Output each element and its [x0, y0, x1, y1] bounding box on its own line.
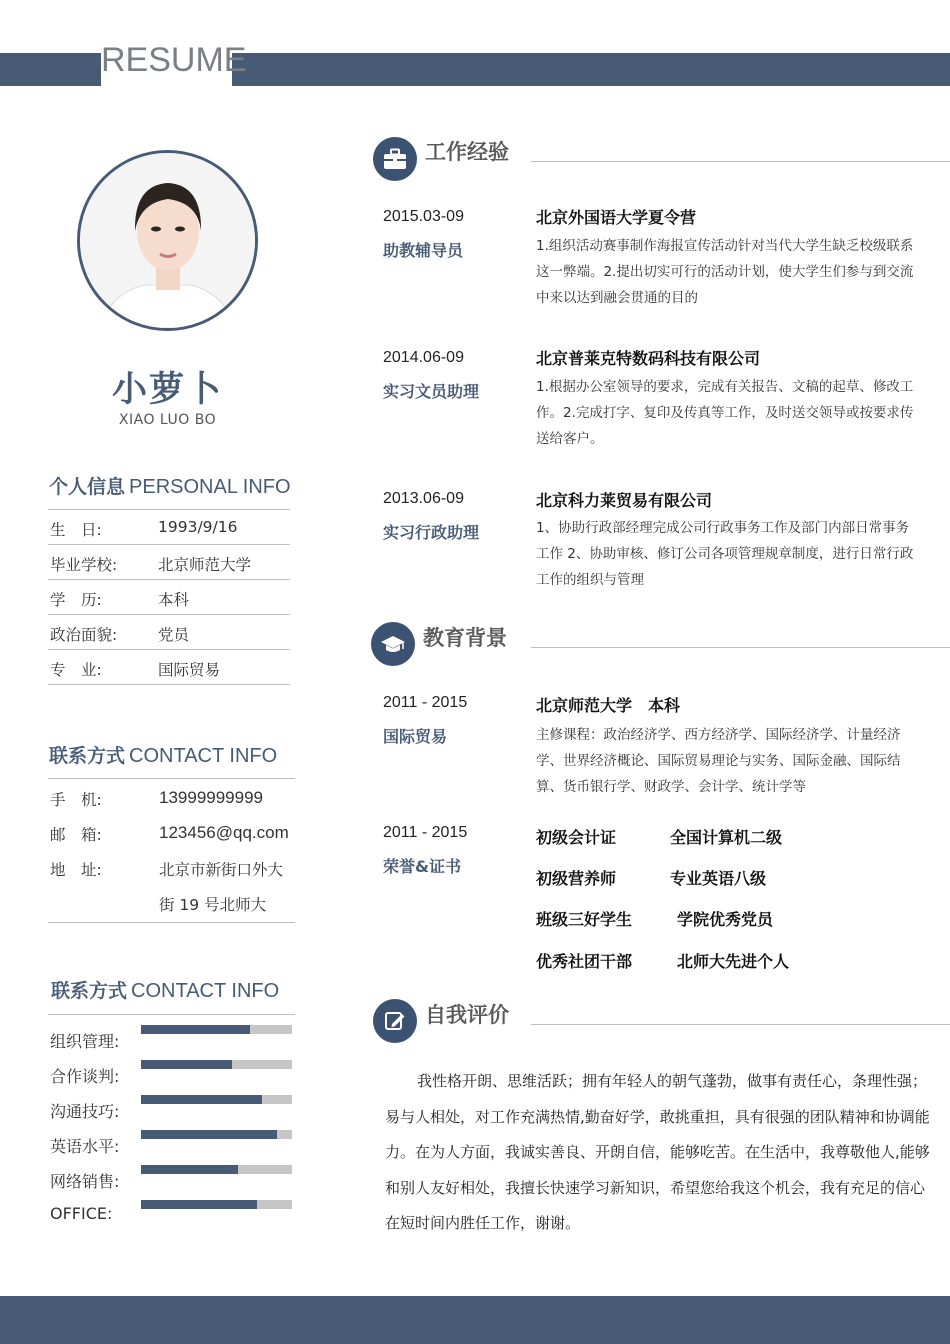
- phone-label: 手 机:: [50, 791, 102, 809]
- address-label: 地 址:: [50, 861, 102, 879]
- education-major: 国际贸易: [383, 727, 448, 746]
- work-role-3: 实习行政助理: [383, 523, 480, 542]
- email-label: 邮 箱:: [50, 826, 102, 844]
- skill-bar-fill: [141, 1130, 277, 1139]
- info-row-school: 毕业学校: 北京师范大学: [48, 545, 290, 580]
- education-courses: 主修课程：政治经济学、西方经济学、国际经济学、计量经济学、世界经济概论、国际贸易理论与实务、国际金融、国际结算、货币银行学、财政学、会计学、统计学等: [536, 727, 901, 795]
- skill-label: 合作谈判:: [50, 1067, 120, 1086]
- resume-heading: RESUME: [101, 41, 247, 79]
- work-desc-1: 1.组织活动赛事制作海报宣传活动针对当代大学生缺乏校级联系这一弊端。2.提出切实可行的活动计划，使大学生们参与到交流中来以达到融会贯通的目的: [536, 238, 914, 306]
- work-divider: [531, 161, 950, 162]
- info-row-major: 专 业: 国际贸易: [48, 650, 290, 685]
- briefcase-icon: [373, 137, 417, 181]
- contact-info-title: 联系方式 CONTACT INFO: [49, 745, 278, 767]
- honor-date: 2011 - 2015: [383, 824, 468, 841]
- skill-row: [50, 1199, 295, 1234]
- self-eval-divider: [531, 1024, 950, 1025]
- cert-item: 学院优秀党员: [677, 910, 774, 929]
- info-row-political: 政治面貌: 党员: [48, 615, 290, 650]
- address-line-1: 北京市新街口外大: [159, 861, 284, 879]
- work-role-1: 助教辅导员: [383, 241, 464, 260]
- address-line-2: 街 19 号北师大: [159, 896, 267, 914]
- info-row-birthday: 生 日: 1993/9/16: [48, 510, 290, 545]
- skill-bar-fill: [141, 1060, 232, 1069]
- work-company-3: 北京科力莱贸易有限公司: [536, 491, 713, 510]
- skill-bar-fill: [141, 1025, 250, 1034]
- cert-item: 优秀社团干部: [536, 952, 633, 971]
- skill-label: 沟通技巧:: [50, 1102, 120, 1121]
- skill-row: [50, 1094, 295, 1129]
- skill-row: [50, 1024, 295, 1059]
- skill-label: 英语水平:: [50, 1137, 120, 1156]
- contact-table: [48, 778, 295, 923]
- education-school: 北京师范大学 本科: [536, 696, 681, 715]
- footer-band: [0, 1296, 950, 1344]
- work-date-3: 2013.06-09: [383, 490, 464, 507]
- work-desc-2: 1.根据办公室领导的要求，完成有关报告、文稿的起草、修改工作。2.完成打字、复印及传真等工作，及时送交领导或按要求传送给客户。: [536, 379, 914, 447]
- self-eval-text: 我性格开朗、思维活跃；拥有年轻人的朝气蓬勃，做事有责任心，条理性强；易与人相处，对工作充满热情,勤奋好学，敢挑重担，具有很强的团队精神和协调能力。在为人方面，我诚实善良、开朗自信，能够吃苦。在生活中，我尊敬他人,能够和别人友好相处，我擅长快速学习新知识，希望您给我这个机会，我有充足的信心在短时间内胜任工作，谢谢。: [385, 1072, 930, 1232]
- skill-label: 网络销售:: [50, 1172, 120, 1191]
- graduation-cap-icon: [371, 622, 415, 666]
- work-company-1: 北京外国语大学夏令营: [536, 208, 697, 227]
- header-band-left: [0, 53, 101, 86]
- work-company-2: 北京普莱克特数码科技有限公司: [536, 349, 761, 368]
- personal-info-table: [48, 509, 290, 685]
- education-divider: [531, 647, 950, 648]
- candidate-pinyin: XIAO LUO BO: [118, 412, 217, 428]
- cert-item: 初级会计证: [536, 828, 617, 847]
- header-band-right: [232, 53, 950, 86]
- education-title: 教育背景: [423, 626, 507, 650]
- candidate-name: 小萝卜: [111, 370, 223, 410]
- skill-label: 组织管理:: [50, 1032, 120, 1051]
- work-title: 工作经验: [425, 140, 509, 164]
- cert-item: 班级三好学生: [536, 910, 633, 929]
- skill-bar-fill: [141, 1095, 262, 1104]
- skill-label: OFFICE:: [50, 1204, 113, 1223]
- skills-title: 联系方式 CONTACT INFO: [51, 980, 280, 1002]
- info-row-degree: 学 历: 本科: [48, 580, 290, 615]
- skills-divider: [48, 1014, 295, 1015]
- skill-bar-fill: [141, 1200, 257, 1209]
- work-date-2: 2014.06-09: [383, 349, 464, 366]
- edit-icon: [373, 999, 417, 1043]
- work-desc-3: 1、协助行政部经理完成公司行政事务工作及部门内部日常事务工作 2、协助审核、修订公司各项管理规章制度，进行日常行政工作的组织与管理: [536, 520, 914, 588]
- education-date: 2011 - 2015: [383, 694, 468, 711]
- avatar: [77, 150, 258, 331]
- cert-item: 初级营养师: [536, 869, 617, 888]
- work-role-2: 实习文员助理: [383, 382, 480, 401]
- skill-row: [50, 1164, 295, 1199]
- portrait-photo: [80, 153, 255, 328]
- cert-item: 北师大先进个人: [677, 952, 790, 971]
- phone-value: 13999999999: [159, 788, 264, 807]
- skill-row: [50, 1059, 295, 1094]
- cert-item: 全国计算机二级: [670, 828, 783, 847]
- email-value: 123456@qq.com: [159, 823, 289, 842]
- personal-info-title: 个人信息 PERSONAL INFO: [49, 476, 291, 498]
- self-eval-title: 自我评价: [425, 1003, 509, 1027]
- cert-item: 专业英语八级: [670, 869, 767, 888]
- honor-label: 荣誉&证书: [383, 857, 461, 876]
- work-date-1: 2015.03-09: [383, 208, 464, 225]
- skill-row: [50, 1129, 295, 1164]
- skill-bar-fill: [141, 1165, 238, 1174]
